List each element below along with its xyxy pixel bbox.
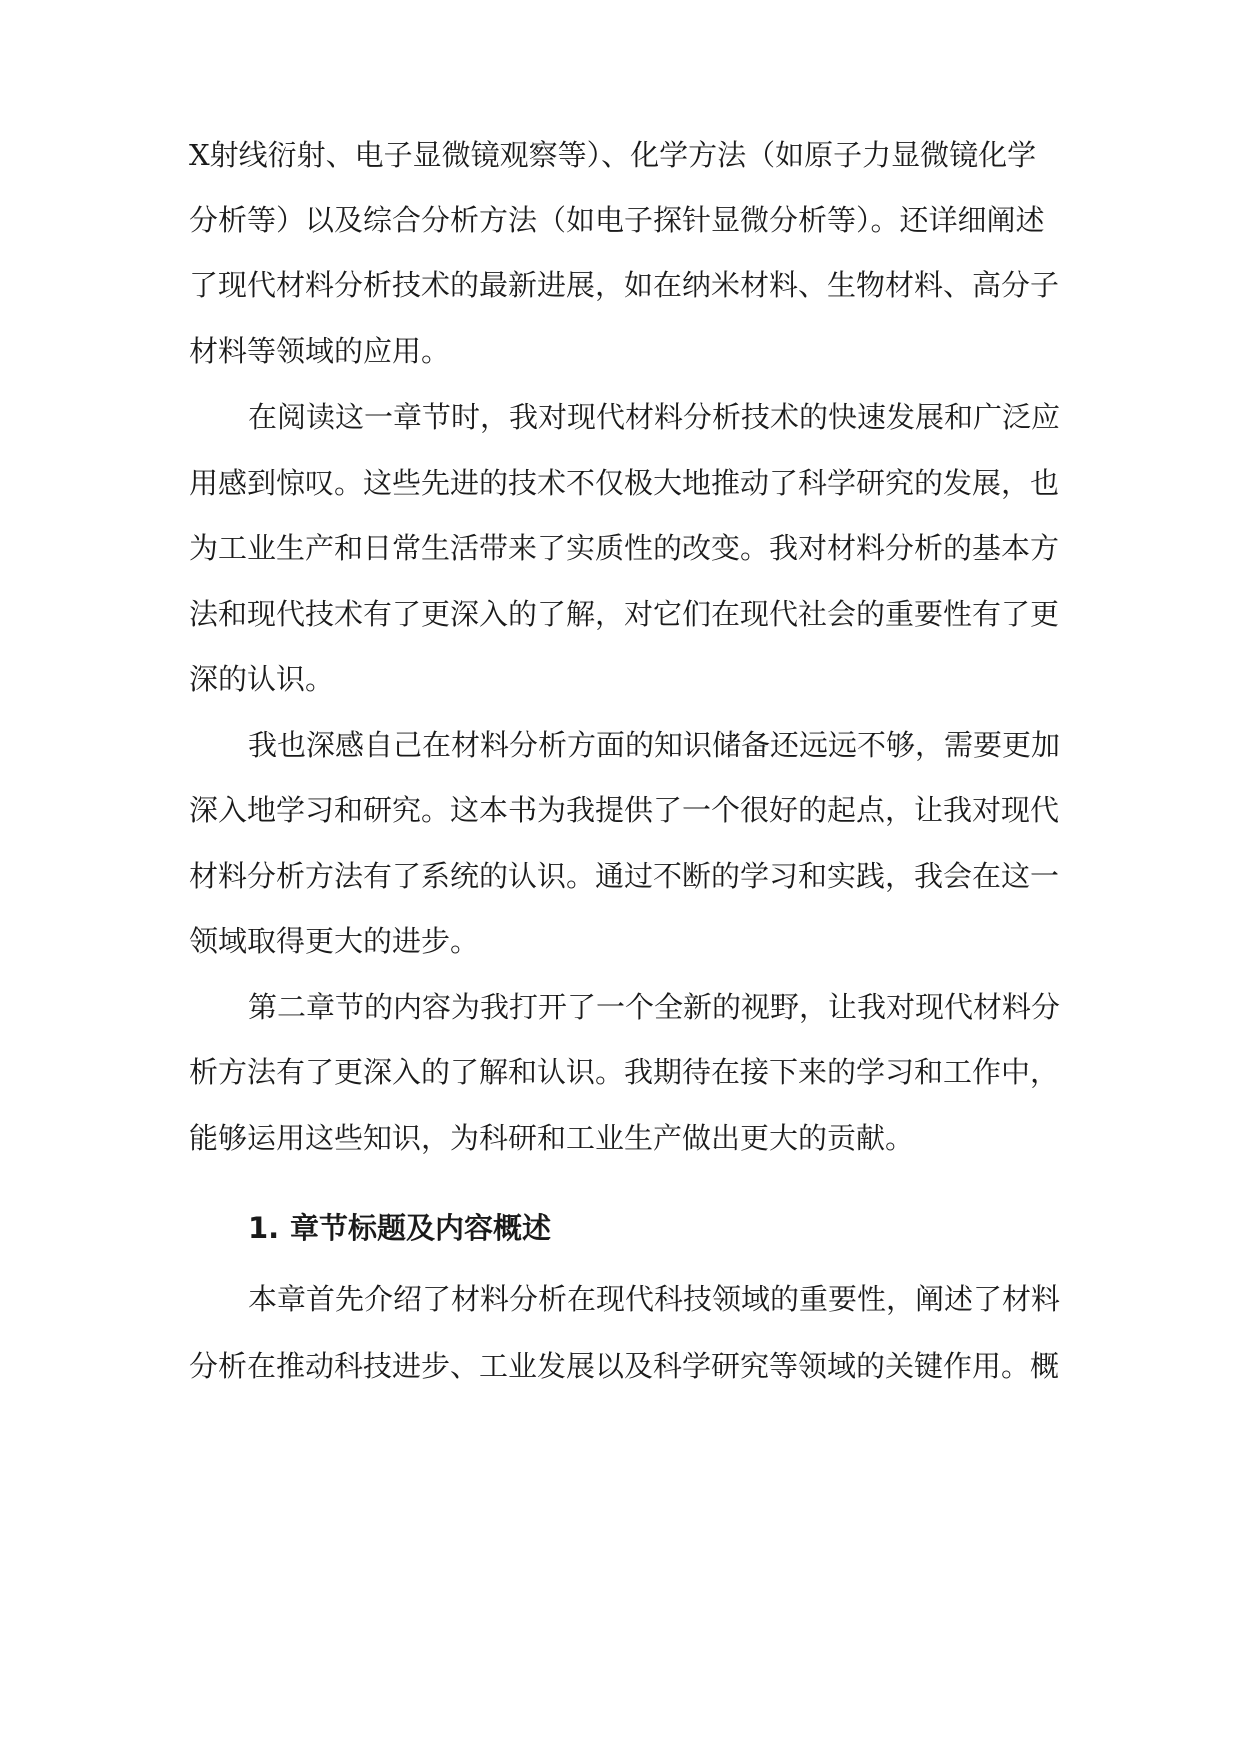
- text-line: 能够运用这些知识，为科研和工业生产做出更大的贡献。: [189, 1121, 915, 1155]
- paragraph-first-line: 本章首先介绍了材料分析在现代科技领域的重要性，阐述了材料: [248, 1282, 1061, 1316]
- text-line: X射线衍射、电子显微镜观察等）、化学方法（如原子力显微镜化学: [189, 138, 1037, 172]
- paragraph-first-line: 在阅读这一章节时，我对现代材料分析技术的快速发展和广泛应: [248, 400, 1061, 434]
- section-heading: [248, 1208, 551, 1248]
- text-line: 为工业生产和日常生活带来了实质性的改变。我对材料分析的基本方: [189, 531, 1060, 565]
- text-line: 材料等领域的应用。: [189, 334, 451, 368]
- text-line: 深入地学习和研究。这本书为我提供了一个很好的起点，让我对现代: [189, 793, 1060, 827]
- text-line: 了现代材料分析技术的最新进展，如在纳米材料、生物材料、高分子: [189, 268, 1060, 302]
- section-title: 章节标题及内容概述: [290, 1211, 552, 1245]
- text-line: 法和现代技术有了更深入的了解，对它们在现代社会的重要性有了更: [189, 597, 1060, 631]
- text-line: 材料分析方法有了系统的认识。通过不断的学习和实践，我会在这一: [189, 859, 1060, 893]
- text-line: 领域取得更大的进步。: [189, 924, 480, 958]
- text-line: 深的认识。: [189, 662, 335, 696]
- paragraph-first-line: 我也深感自己在材料分析方面的知识储备还远远不够，需要更加: [248, 728, 1061, 762]
- text-line: 用感到惊叹。这些先进的技术不仅极大地推动了科学研究的发展，也: [189, 466, 1060, 500]
- paragraph-first-line: 第二章节的内容为我打开了一个全新的视野，让我对现代材料分: [248, 990, 1061, 1024]
- text-line: 析方法有了更深入的了解和认识。我期待在接下来的学习和工作中，: [189, 1055, 1060, 1089]
- text-line: 分析在推动科技进步、工业发展以及科学研究等领域的关键作用。概: [189, 1349, 1060, 1383]
- section-number: 1.: [248, 1211, 280, 1245]
- text-line: 分析等）以及综合分析方法（如电子探针显微分析等）。还详细阐述: [189, 203, 1045, 237]
